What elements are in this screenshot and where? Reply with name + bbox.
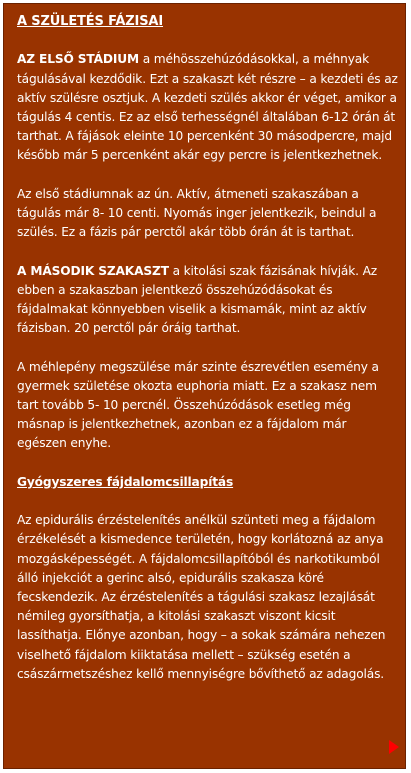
paragraph-first-stage-active: Az első stádiumnak az ún. Aktív, átmeneti szakaszában a tágulás már 8- 10 centi. Nyomás inger jelentkezik, beindul a szülés. Ez a fázis pár perctől akár több órán át is tarthat. [17, 186, 377, 240]
first-stage-heading: AZ ELSŐ STÁDIUM [17, 52, 139, 67]
spacer [17, 454, 399, 473]
article-content [17, 12, 399, 684]
spacer [17, 338, 399, 357]
second-stage-heading: A MÁSODIK SZAKASZT [17, 263, 169, 278]
red-triangle-arrow-icon[interactable] [389, 740, 399, 754]
paragraph-placenta: A méhlepény megszülése már szinte észrevétlen esemény a gyermek születése okozta euphoria miatt. Ez a szakasz nem tart tovább 5- 10 percnél. Összehúzódások esetleg még másnap is jelentkezhetnek, azonban ez a fájdalom már egészen enyhe. [17, 359, 379, 451]
spacer [17, 166, 399, 185]
page-title: A SZÜLETÉS FÁZISAI [17, 14, 164, 29]
spacer [17, 492, 399, 511]
pain-relief-heading: Gyógyszeres fájdalomcsillapítás [17, 474, 234, 489]
second-stage-text: a kitolási szak fázisának hívják. Az ebben a szakaszban jelentkező összehúzódásokat és fájdalmakat könnyebben viselik a kismamák, mint az aktív fázisban. 20 perctől pár óráig tarthat. [17, 263, 378, 336]
paragraph-first-stage [17, 50, 399, 165]
paragraph-second-stage [17, 262, 399, 339]
spacer [17, 242, 399, 261]
spacer [17, 31, 399, 50]
paragraph-pain-relief: Az epidurális érzéstelenítés anélkül szünteti meg a fájdalom érzékelését a kismedence területén, hogy korlátozná az anya mozgásképességét. A fájdalomcsillapítóból és narkotikumból álló injekciót a gerinc alsó, epidurális szakasza köré fecskendezik. Az érzéstelenítés a tágulási szakasz lezajlását némileg gyorsíthatja, a kitolási szakaszt viszont kicsit lassíthatja. Előnye azonban, hogy – a sokak számára nehezen viselhető fájdalom kiiktatása mellett – szükség esetén a császármetszéshez kellő mennyiségre bővíthető az adagolás. [17, 513, 386, 681]
article-panel [3, 3, 406, 769]
first-stage-text: a méhösszehúzódásokkal, a méhnyak tágulásával kezdődik. Ezt a szakaszt két részre – a kezdeti és az aktív szülésre osztjuk. A kezdeti szülés akkor ér véget, amikor a tágulás 4 centis. Ez az első terhességnél általában 6-12 órán át tarthat. A fájások eleinte 10 percenként 30 másodpercre, majd később már 5 percenként akár egy percre is jelentkezhetnek. [17, 52, 398, 163]
